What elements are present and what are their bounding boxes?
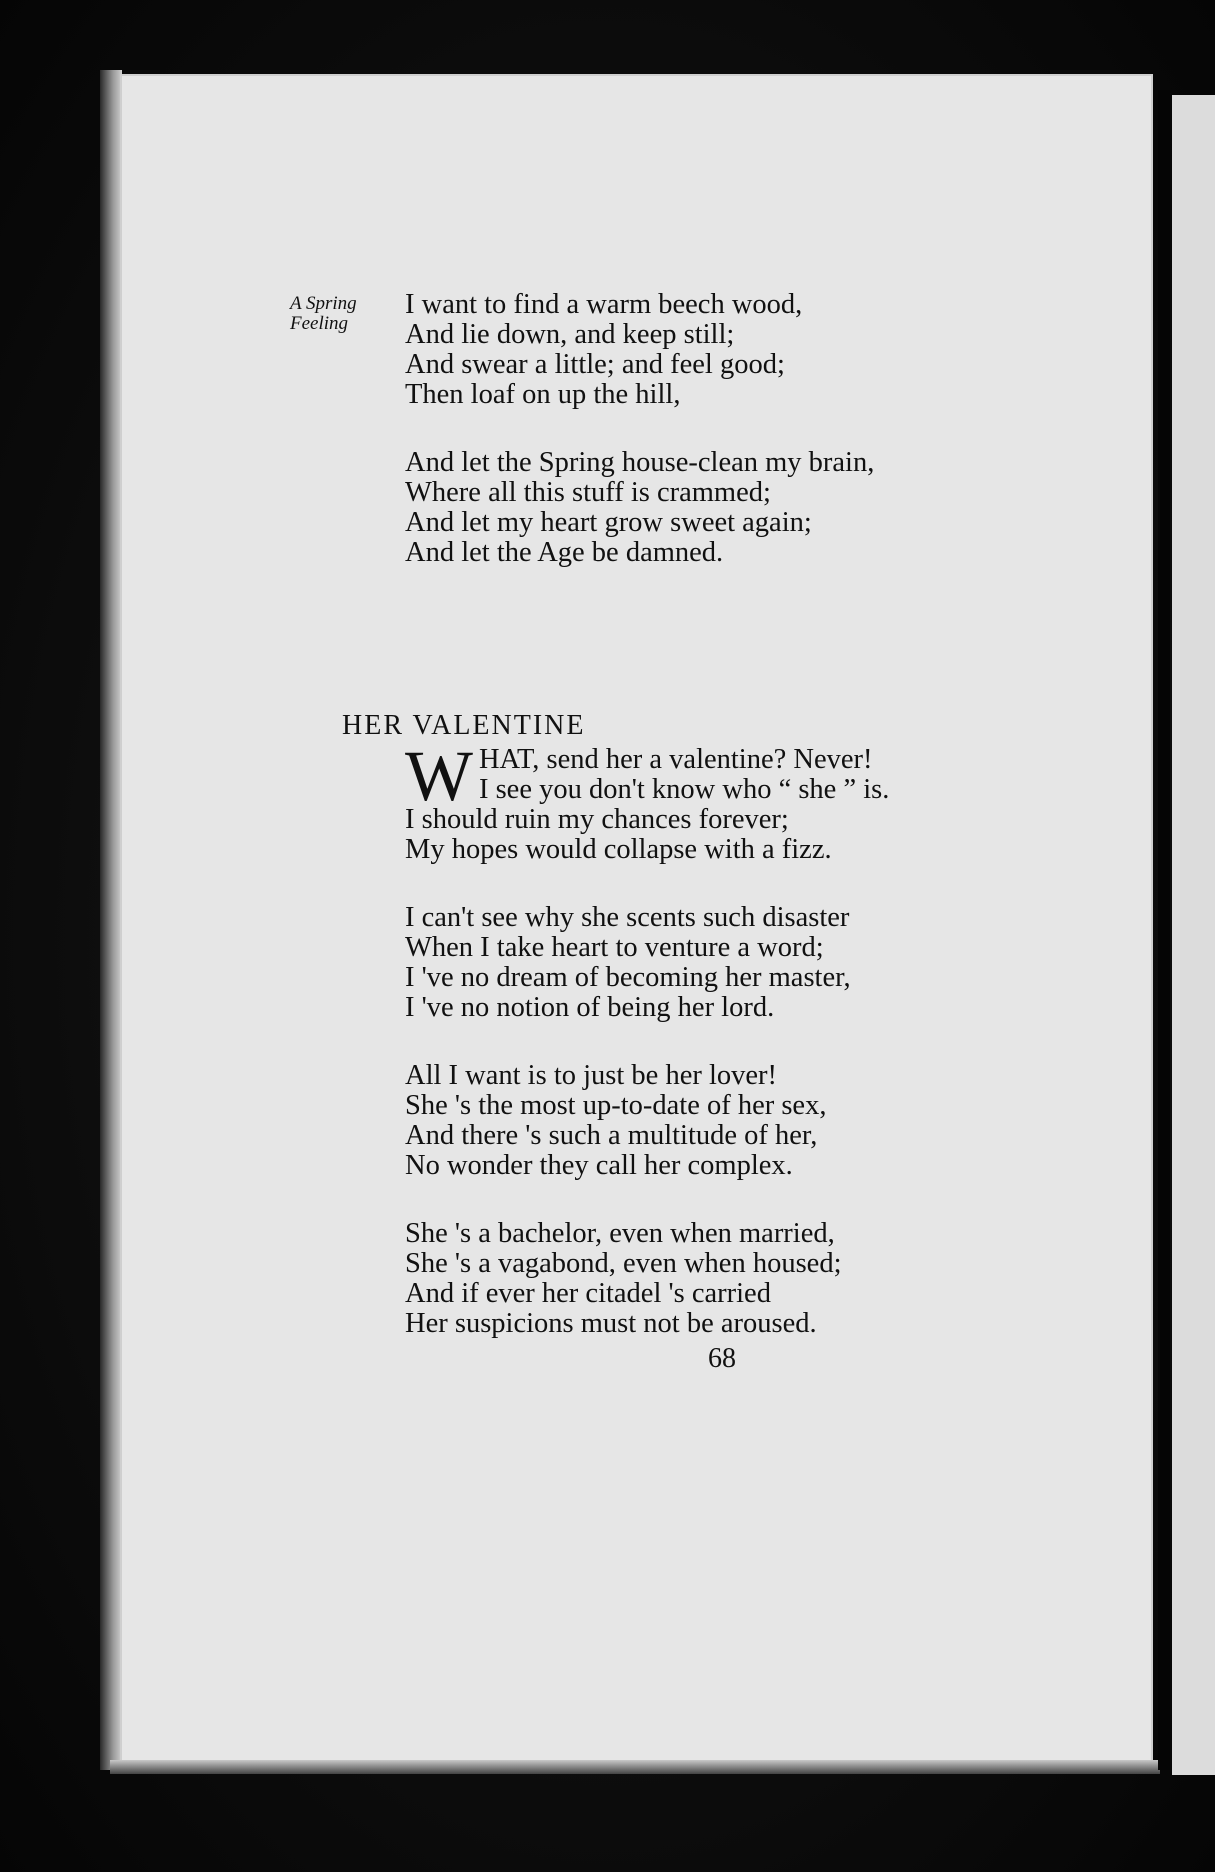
poem-line: No wonder they call her complex.: [405, 1150, 793, 1181]
poem-her-valentine: [405, 736, 1025, 1339]
poem-line: I 've no dream of becoming her master,: [405, 962, 851, 993]
stanza: [405, 448, 1025, 568]
page-edge-left: [100, 70, 122, 1770]
poem-heading: HER VALENTINE: [342, 710, 586, 741]
poem-line: HAT, send her a valentine? Never!: [478, 744, 873, 775]
side-note-line: A Spring: [290, 293, 357, 314]
poem-line: And there 's such a multitude of her,: [405, 1120, 818, 1151]
side-note: [290, 294, 400, 334]
stanza: [405, 903, 1025, 1023]
poem-line: She 's a bachelor, even when married,: [405, 1218, 835, 1249]
side-note-line: Feeling: [290, 313, 349, 334]
poem-line: Her suspicions must not be aroused.: [405, 1308, 817, 1339]
poem-line: She 's the most up-to-date of her sex,: [405, 1090, 827, 1121]
poem-line: My hopes would collapse with a fizz.: [405, 834, 832, 865]
poem-line: I should ruin my chances forever;: [405, 804, 789, 835]
poem-line: And let my heart grow sweet again;: [405, 507, 812, 538]
stanza: [405, 736, 1025, 865]
poem-line: All I want is to just be her lover!: [405, 1060, 778, 1091]
poem-line: When I take heart to venture a word;: [405, 932, 824, 963]
poem-line: And swear a little; and feel good;: [405, 349, 785, 380]
poem-a-spring-feeling: [405, 290, 1025, 606]
poem-line: I see you don't know who “ she ” is.: [478, 774, 890, 805]
poem-line: And let the Spring house-clean my brain,: [405, 447, 875, 478]
poem-line: I can't see why she scents such disaster: [405, 902, 850, 933]
page-number: 68: [708, 1343, 736, 1374]
poem-line: And let the Age be damned.: [405, 537, 724, 568]
poem-line: And if ever her citadel 's carried: [405, 1278, 771, 1309]
poem-line: Then loaf on up the hill,: [405, 379, 681, 410]
facing-page-edge: [1172, 95, 1215, 1775]
poem-line: And lie down, and keep still;: [405, 319, 735, 350]
poem-line: She 's a vagabond, even when housed;: [405, 1248, 842, 1279]
poem-line: I 've no notion of being her lord.: [405, 992, 775, 1023]
stanza: [405, 1219, 1025, 1339]
page-edge-bottom: [110, 1760, 1160, 1774]
poem-line: Where all this stuff is crammed;: [405, 477, 771, 508]
stanza: [405, 290, 1025, 410]
poem-line: I want to find a warm beech wood,: [405, 289, 803, 320]
drop-cap: W: [405, 736, 473, 816]
book-spine: [1158, 90, 1170, 1770]
stanza: [405, 1061, 1025, 1181]
